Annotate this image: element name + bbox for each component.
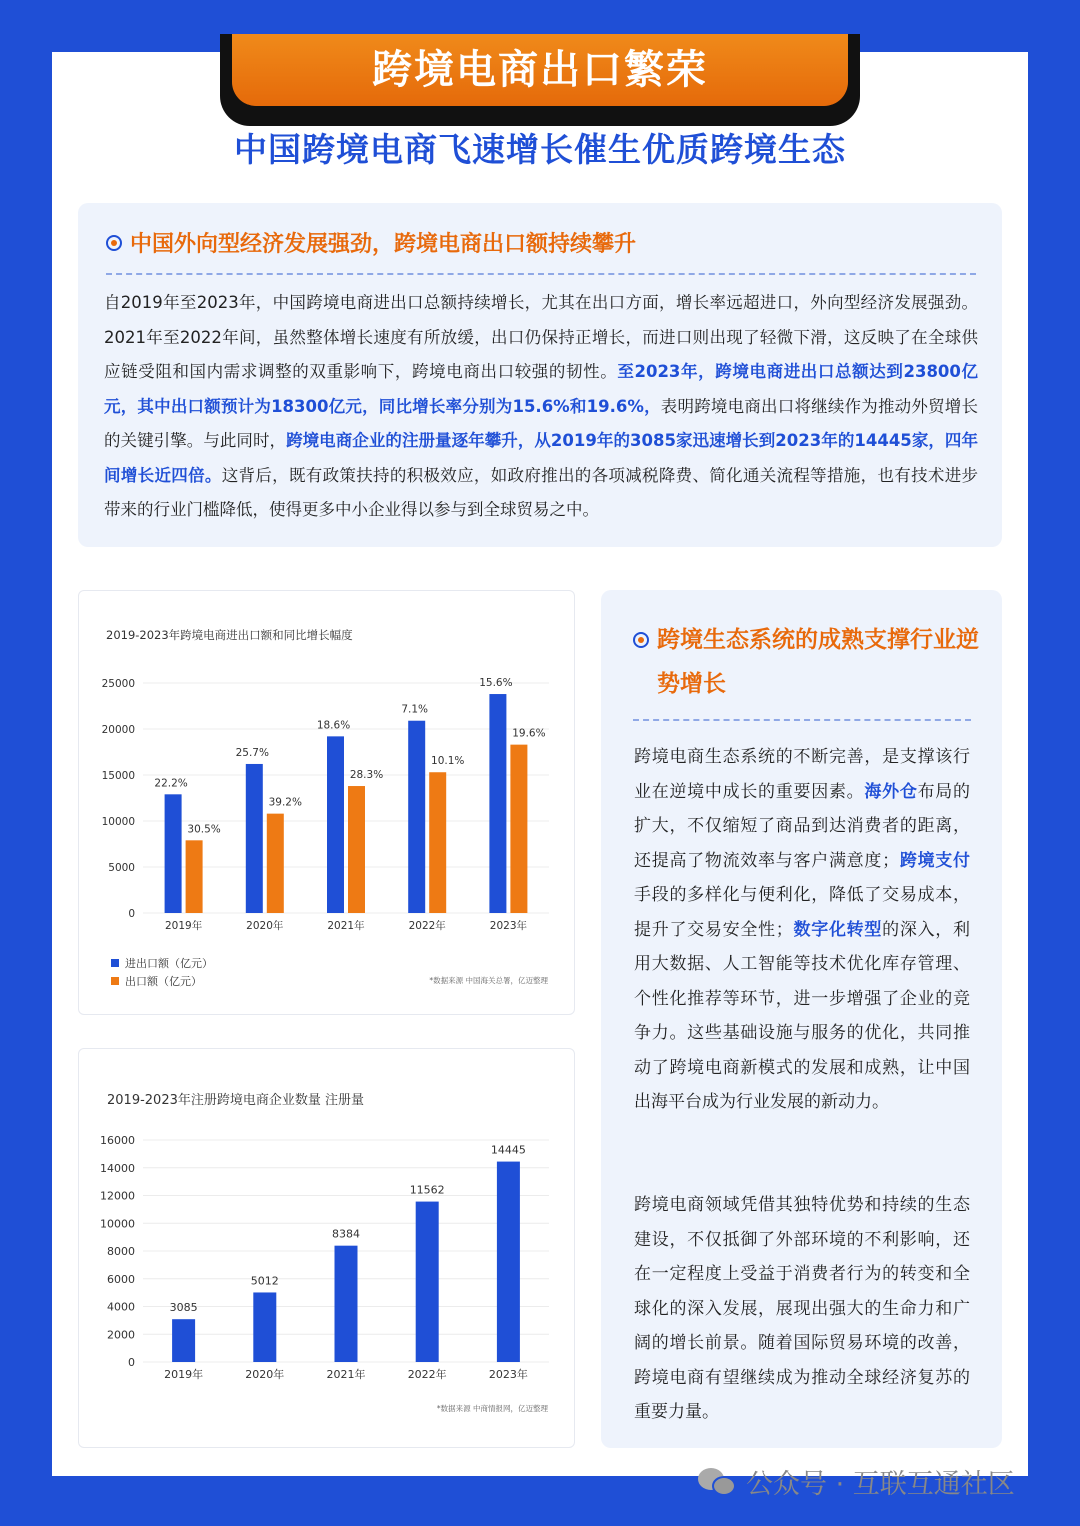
ecosystem-section [601,590,1002,1448]
intro-heading [106,227,636,258]
data-label: 28.3% [349,769,384,782]
registered-firms-chart [78,1048,575,1448]
intro-highlight: 至2023年，跨境电商进出口总额达到23800亿元，其中出口额预计为18300亿元，同比增长率分别为15.6%和19.6%， [104,362,979,416]
data-label: 18.6% [316,719,351,732]
legend-item-export [111,973,202,989]
x-tick-label: 2020年 [246,920,284,932]
data-label: 7.1% [401,703,429,716]
y-tick-label: 25000 [101,678,135,690]
bar [253,1292,276,1362]
y-tick-label: 0 [128,1356,135,1369]
y-tick-label: 10000 [101,816,135,828]
bar [416,1202,439,1362]
ecosystem-paragraph-2: 跨境电商领域凭借其独特优势和持续的生态建设，不仅抵御了外部环境的不利影响，还在一定程度上受益于消费者行为的转变和全球化的深入发展，展现出强大的生命力和广阔的增长前景。随着国际贸易环境的改善，跨境电商有望继续成为推动全球经济复苏的重要力量。 [634,1195,970,1422]
ecosystem-text: 布局的扩大，不仅缩短了商品到达消费者的距离，还提高了物流效率与客户满意度； [634,781,971,871]
y-tick-label: 6000 [107,1272,135,1286]
bar [327,736,344,913]
target-bullet-icon [633,632,649,648]
x-tick-label: 2019年 [164,920,203,932]
watermark [698,1462,1015,1501]
x-tick-label: 2021年 [327,920,365,932]
bar [408,721,425,913]
keyword-cross-border-payment: 跨境支付 [899,850,971,871]
legend-swatch [111,977,119,985]
y-tick-label: 10000 [100,1217,135,1231]
data-label: 15.6% [479,677,513,690]
chart-source: *数据来源 中商情报网，亿迈整理 [436,1404,548,1413]
y-tick-label: 12000 [100,1189,135,1203]
x-tick-label: 2022年 [408,920,446,932]
target-bullet-icon [106,235,122,251]
intro-heading-text: 中国外向型经济发展强劲，跨境电商出口额持续攀升 [130,232,637,257]
page-subtitle: 中国跨境电商飞速增长催生优质跨境生态 [234,130,846,169]
legend-swatch [111,959,119,967]
data-label: 19.6% [512,727,546,740]
keyword-overseas-warehouse: 海外仓 [864,781,918,802]
bar [510,745,527,913]
ecosystem-heading [633,618,983,706]
y-tick-label: 0 [128,908,135,920]
bar [429,772,446,913]
y-tick-label: 5000 [108,862,135,874]
wechat-icon [698,1466,738,1498]
data-label: 8384 [332,1227,360,1241]
y-tick-label: 2000 [107,1328,135,1342]
bar [165,794,182,913]
intro-text: 这背后，既有政策扶持的积极效应，如政府推出的各项减税降费、简化通关流程等措施，也有技术进步带来的行业门槛降低，使得更多中小企业得以参与到全球贸易之中。 [104,465,979,519]
legend-label: 出口额（亿元） [125,975,202,988]
x-tick-label: 2023年 [489,920,528,932]
x-tick-label: 2019年 [164,1368,204,1381]
y-tick-label: 4000 [107,1300,135,1314]
bar [172,1319,195,1362]
intro-text: 表明跨境电商出口将继续作为推动外贸增长的关键引擎。与此同时， [104,396,979,450]
data-label: 39.2% [268,796,302,809]
y-tick-label: 15000 [101,770,135,782]
bar [348,786,365,913]
chart-source: *数据来源 中国海关总署，亿迈整理 [429,976,548,985]
dashed-divider [106,273,976,275]
data-label: 11562 [409,1183,445,1197]
data-label: 14445 [490,1143,526,1157]
legend-item-total [111,955,213,971]
data-label: 22.2% [154,777,188,790]
keyword-digital-transformation: 数字化转型 [792,919,883,940]
data-label: 30.5% [187,823,221,836]
data-label: 25.7% [235,746,269,759]
watermark-text: 公众号 · 互联互通社区 [746,1469,1015,1500]
x-tick-label: 2021年 [326,1368,366,1381]
ecosystem-heading-text: 跨境生态系统的成熟支撑行业逆势增长 [657,627,979,697]
registered-firms-chart-svg [79,1129,576,1429]
y-tick-label: 14000 [100,1161,135,1175]
y-tick-label: 16000 [100,1134,135,1147]
trade-volume-chart [78,590,575,1015]
banner-title: 跨境电商出口繁荣 [232,34,848,106]
bar [489,694,506,913]
legend-label: 进出口额（亿元） [125,957,213,970]
data-label: 5012 [250,1274,279,1288]
bar [267,814,284,913]
data-label: 10.1% [431,755,465,768]
y-tick-label: 8000 [107,1245,135,1258]
bar [497,1162,520,1362]
bar [246,764,263,913]
x-tick-label: 2022年 [407,1368,447,1381]
intro-highlight: 跨境电商企业的注册量逐年攀升，从2019年的3085家迅速增长到2023年的14445家，四年间增长近四倍。 [104,431,978,485]
ecosystem-text: 跨境电商生态系统的不断完善，是支撑该行业在逆境中成长的重要因素。 [634,747,970,802]
ecosystem-text: 的深入，利用大数据、人工智能等技术优化库存管理、个性化推荐等环节，进一步增强了企业的竞争力。这些基础设施与服务的优化，共同推动了跨境电商新模式的发展和成熟，让中国出海平台成为行业发展的新动力。 [634,919,971,1112]
intro-section [78,203,1002,547]
dashed-divider [633,719,971,721]
intro-paragraph [104,286,978,528]
bar [186,840,203,913]
chart-title: 2019-2023年注册跨境电商企业数量 注册量 [107,1093,364,1108]
y-tick-label: 20000 [101,724,135,736]
x-tick-label: 2020年 [245,1368,285,1381]
x-tick-label: 2023年 [488,1368,528,1381]
ecosystem-paragraph-1 [634,740,970,1120]
ecosystem-text: 手段的多样化与便利化，降低了交易成本，提升了交易安全性； [634,885,970,940]
bar [335,1246,358,1362]
intro-text: 自2019年至2023年，中国跨境电商进出口总额持续增长，尤其在出口方面，增长率远超进口，外向型经济发展强劲。2021年至2022年间，虽然整体增长速度有所放缓，出口仍保持正增长，而进口则出现了轻微下滑，这反映了在全球供应链受阻和国内需求调整的双重影响下，跨境电商出口较强的韧性。 [104,293,978,381]
chart-title: 2019-2023年跨境电商进出口额和同比增长幅度 [106,628,353,642]
data-label: 3085 [169,1301,198,1315]
